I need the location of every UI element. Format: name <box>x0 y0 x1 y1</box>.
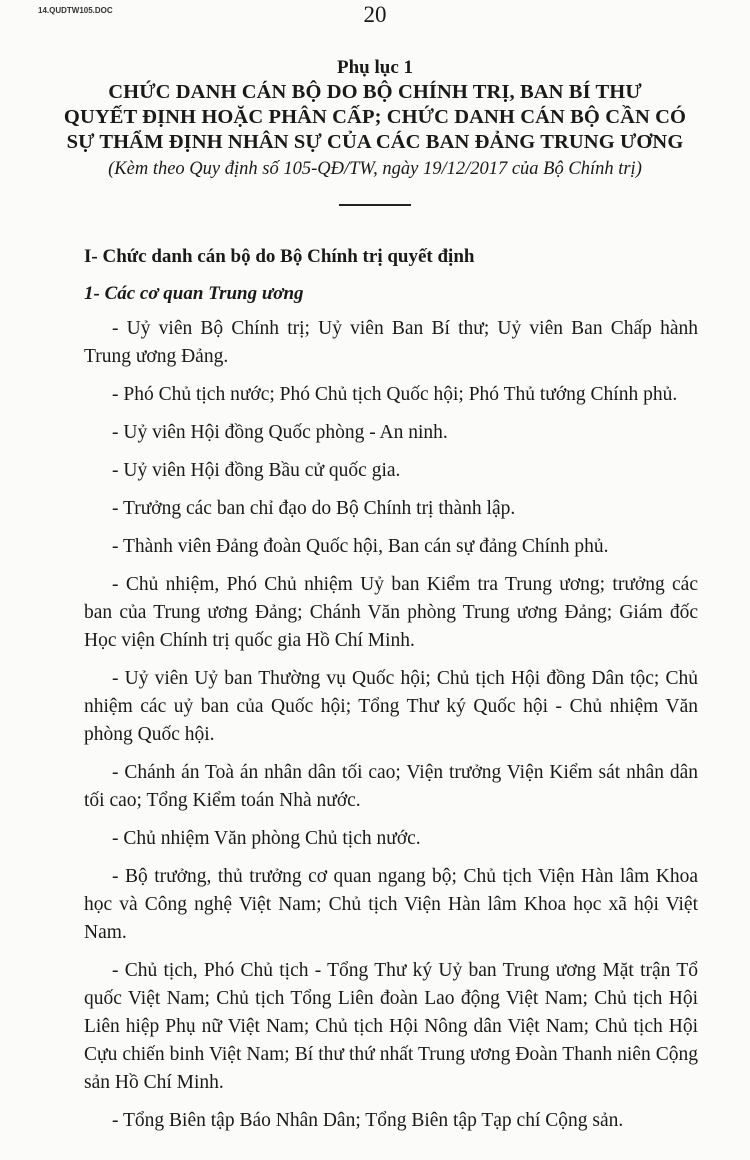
appendix-header <box>40 56 710 206</box>
list-item: - Thành viên Đảng đoàn Quốc hội, Ban cán sự đảng Chính phủ. <box>112 536 609 557</box>
list-item: - Chủ tịch, Phó Chủ tịch - Tổng Thư ký Uỷ ban Trung ương Mặt trận Tổ quốc Việt Nam; Chủ tịch Tổng Liên đoàn Lao động Việt Nam; Chủ tịch Hội Liên hiệp Phụ nữ Việt Nam; Chủ tịch Hội Nông dân Việt Nam; Chủ tịch Hội Cựu chiến binh Việt Nam; Bí thư thứ nhất Trung ương Đoàn Thanh niên Cộng sản Hồ Chí Minh. <box>84 960 698 1093</box>
title-line: CHỨC DANH CÁN BỘ DO BỘ CHÍNH TRỊ, BAN BÍ THƯ <box>108 81 642 103</box>
list-item: - Uỷ viên Bộ Chính trị; Uỷ viên Ban Bí thư; Uỷ viên Ban Chấp hành Trung ương Đảng. <box>84 318 698 367</box>
list-item: - Chủ nhiệm Văn phòng Chủ tịch nước. <box>112 828 421 849</box>
section-heading: I- Chức danh cán bộ do Bộ Chính trị quyết định <box>84 246 475 267</box>
list-item: - Uỷ viên Uỷ ban Thường vụ Quốc hội; Chủ tịch Hội đồng Dân tộc; Chủ nhiệm các uỷ ban của Quốc hội; Tổng Thư ký Quốc hội - Chủ nhiệm Văn phòng Quốc hội. <box>84 668 698 745</box>
title-line: SỰ THẨM ĐỊNH NHÂN SỰ CỦA CÁC BAN ĐẢNG TRUNG ƯƠNG <box>66 131 684 153</box>
list-item: - Chủ nhiệm, Phó Chủ nhiệm Uỷ ban Kiểm tra Trung ương; trưởng các ban của Trung ương Đảng; Chánh Văn phòng Trung ương Đảng; Giám đốc Học viện Chính trị quốc gia Hồ Chí Minh. <box>84 574 698 651</box>
appendix-label: Phụ lục 1 <box>336 57 414 78</box>
document-body <box>84 245 698 1145</box>
file-tag: 14.QUDTW105.DOC <box>38 6 113 15</box>
list-item: - Phó Chủ tịch nước; Phó Chủ tịch Quốc hội; Phó Thủ tướng Chính phủ. <box>112 384 678 405</box>
divider <box>339 204 411 206</box>
list-item: - Bộ trưởng, thủ trưởng cơ quan ngang bộ; Chủ tịch Viện Hàn lâm Khoa học và Công nghệ Việt Nam; Chủ tịch Viện Hàn lâm Khoa học xã hội Việt Nam. <box>84 866 698 943</box>
list-item: - Uỷ viên Hội đồng Bầu cử quốc gia. <box>112 460 401 481</box>
subtitle: (Kèm theo Quy định số 105-QĐ/TW, ngày 19/12/2017 của Bộ Chính trị) <box>108 159 642 179</box>
subsection-heading: 1- Các cơ quan Trung ương <box>84 283 304 304</box>
list-item: - Chánh án Toà án nhân dân tối cao; Viện trưởng Viện Kiểm sát nhân dân tối cao; Tổng Kiểm toán Nhà nước. <box>84 762 698 811</box>
page-number: 20 <box>363 2 387 27</box>
list-item: - Uỷ viên Hội đồng Quốc phòng - An ninh. <box>112 422 448 443</box>
list-item: - Tổng Biên tập Báo Nhân Dân; Tổng Biên tập Tạp chí Cộng sản. <box>112 1110 624 1131</box>
title-line: QUYẾT ĐỊNH HOẶC PHÂN CẤP; CHỨC DANH CÁN BỘ CẦN CÓ <box>63 106 687 128</box>
list-item: - Trưởng các ban chỉ đạo do Bộ Chính trị thành lập. <box>112 498 516 519</box>
